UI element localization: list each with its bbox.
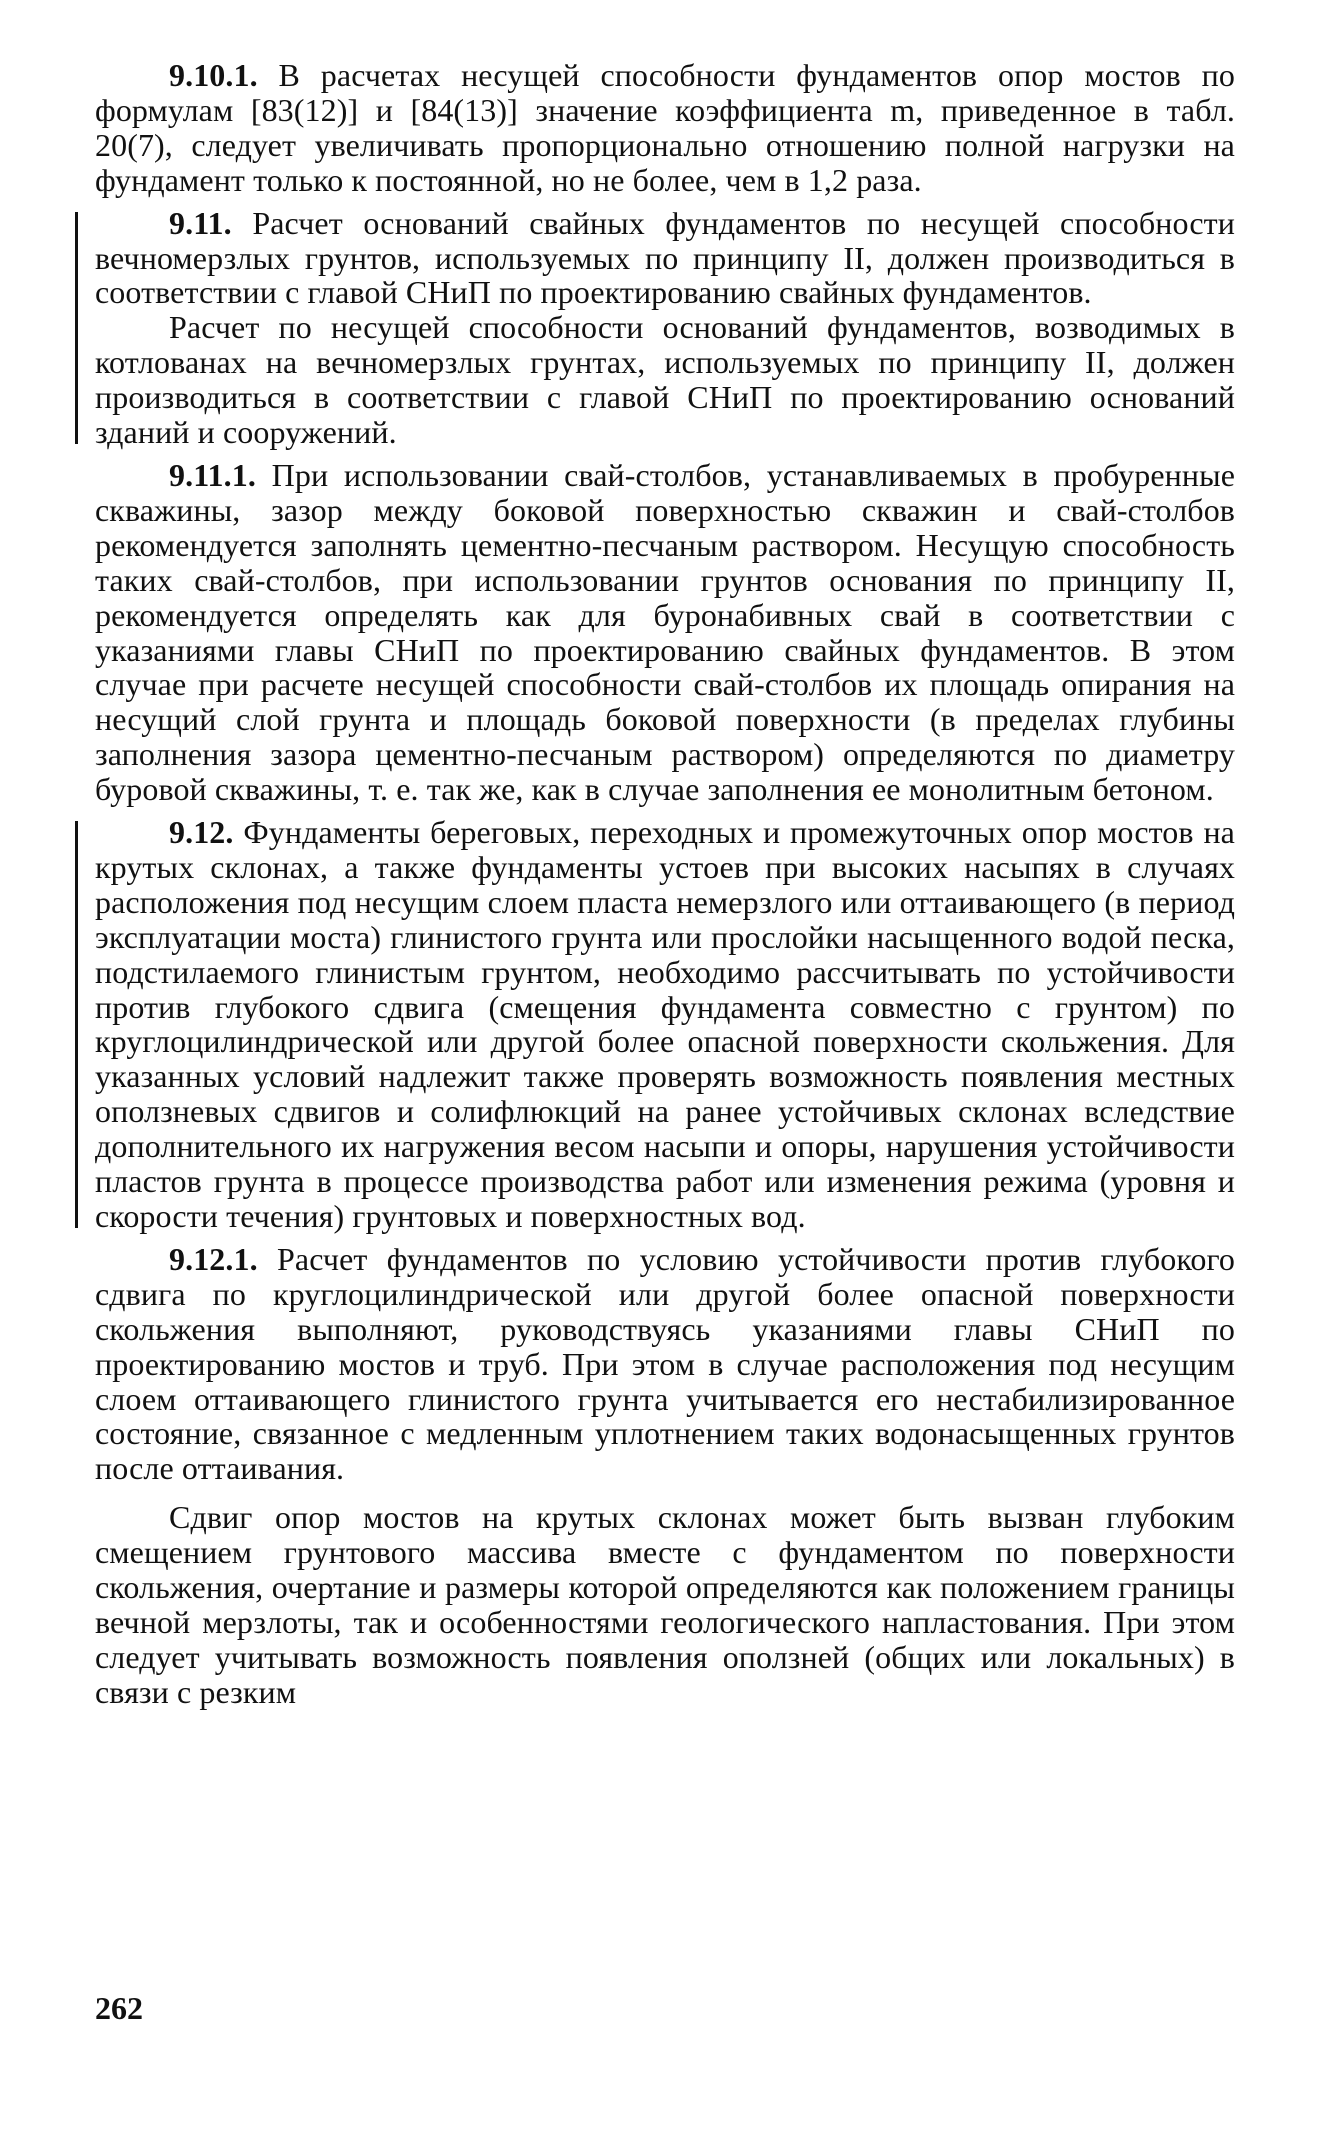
paragraph-9-11-1: [95, 458, 1235, 807]
section-number: 9.12.: [169, 814, 234, 851]
paragraph-9-12: [95, 815, 1235, 1234]
paragraph-text: Сдвиг опор мостов на крутых склонах может быть вызван глубоким смещением грунтового массива вместе с фундаментом по поверхности скольжения, очертание и размеры которой определяются как положением границы вечной мерзлоты, так и особенностями геологического напластования. При этом следует учитывать возможность появления оползней (общих или локальных) в связи с резким: [95, 1499, 1235, 1710]
page-number: 262: [95, 1990, 143, 2026]
marked-block-9-12: [95, 815, 1235, 1234]
section-number: 9.12.1.: [169, 1240, 258, 1277]
paragraph-9-12-1: [95, 1242, 1235, 1486]
section-number: 9.11.: [169, 204, 232, 241]
paragraph-9-10-1: [95, 58, 1235, 198]
paragraph-text: Фундаменты береговых, переходных и промежуточных опор мостов на крутых склонах, а также фундаменты устоев при высоких насыпях в случаях расположения под несущим слоем пласта немерзлого или оттаивающего (в период эксплуатации моста) глинистого грунта или прослойки насыщенного водой песка, подстилаемого глинистым грунтом, необходимо рассчитывать по устойчивости против глубокого сдвига (смещения фундамента совместно с грунтом) по круглоцилиндрической или другой более опасной поверхности скольжения. Для указанных условий надлежит также проверять возможность появления местных оползневых сдвигов и солифлюкций на ранее устойчивых склонах вследствие дополнительного их нагружения весом насыпи и опоры, нарушения устойчивости пластов грунта в процессе производства работ или изменения режима (уровня и скорости течения) грунтовых и поверхностных вод.: [95, 814, 1235, 1234]
paragraph-text: При использовании свай-столбов, устанавливаемых в пробуренные скважины, зазор между боковой поверхностью скважин и свай-столбов рекомендуется заполнять цементно-песчаным раствором. Несущую способность таких свай-столбов, при использовании грунтов основания по принципу II, рекомендуется определять как для буронабивных свай в соответствии с указаниями главы СНиП по проектированию свайных фундаментов. В этом случае при расчете несущей способности свай-столбов их площадь опирания на несущий слой грунта и площадь боковой поверхности (в пределах глубины заполнения зазора цементно-песчаным раствором) определяются по диаметру буровой скважины, т. е. так же, как в случае заполнения ее монолитным бетоном.: [95, 456, 1235, 808]
paragraph-text: Расчет по несущей способности оснований фундаментов, возводимых в котлованах на вечномерзлых грунтах, используемых по принципу II, должен производиться в соответствии с главой СНиП по проектированию оснований зданий и сооружений.: [95, 309, 1235, 451]
paragraph-9-11: [95, 206, 1235, 311]
page-body: [95, 58, 1235, 1710]
paragraph-text: Расчет оснований свайных фундаментов по несущей способности вечномерзлых грунтов, используемых по принципу II, должен производиться в соответствии с главой СНиП по проектированию свайных фундаментов.: [95, 204, 1235, 311]
paragraph-text: Расчет фундаментов по условию устойчивости против глубокого сдвига по круглоцилиндрической или другой более опасной поверхности скольжения выполняют, руководствуясь указаниями главы СНиП по проектированию мостов и труб. При этом в случае расположения под несущим слоем оттаивающего глинистого грунта учитывается его нестабилизированное состояние, связанное с медленным уплотнением таких водонасыщенных грунтов после оттаивания.: [95, 1240, 1235, 1487]
section-number: 9.11.1.: [169, 456, 256, 493]
marked-block-9-11: [95, 206, 1235, 450]
section-number: 9.10.1.: [169, 57, 258, 93]
paragraph-9-12-1-continued: [95, 1500, 1235, 1709]
paragraph-9-11-continued: [95, 310, 1235, 450]
paragraph-text: В расчетах несущей способности фундаментов опор мостов по формулам [83(12)] и [84(13)] значение коэффициента m, приведенное в табл. 20(7), следует увеличивать пропорционально отношению полной нагрузки на фундамент только к постоянной, но не более, чем в 1,2 раза.: [95, 57, 1235, 198]
